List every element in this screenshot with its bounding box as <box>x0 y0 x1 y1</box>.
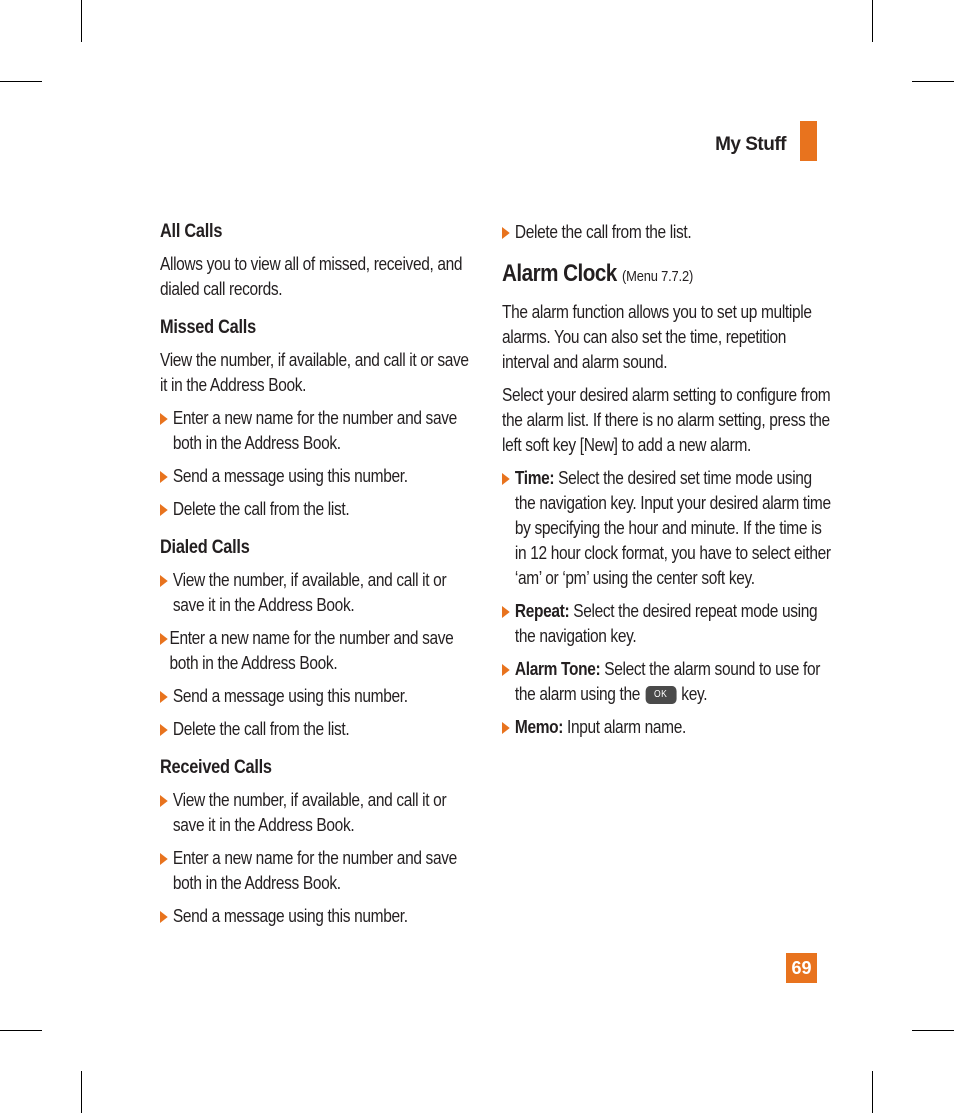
list-item: View the number, if available, and call it or save it in the Address Book. <box>160 568 479 618</box>
list-item: View the number, if available, and call it or save it in the Address Book. <box>160 788 479 838</box>
crop-mark <box>0 1030 42 1031</box>
section-header: My Stuff <box>715 134 786 155</box>
bullet-triangle-icon <box>160 724 168 736</box>
crop-mark <box>872 1071 873 1113</box>
bullet-triangle-icon <box>502 606 510 618</box>
page-number: 69 <box>786 953 817 983</box>
bullet-triangle-icon <box>160 795 168 807</box>
crop-mark <box>81 0 82 42</box>
crop-mark <box>0 81 42 82</box>
list-item: Memo: Input alarm name. <box>502 715 831 740</box>
bullet-triangle-icon <box>502 473 510 485</box>
list-item: Enter a new name for the number and save both in the Address Book. <box>160 406 479 456</box>
crop-mark <box>912 1030 954 1031</box>
all-calls-heading: All Calls <box>160 221 223 242</box>
right-column <box>502 220 832 740</box>
ok-key-icon: OK <box>645 686 676 704</box>
missed-calls-heading: Missed Calls <box>160 317 256 338</box>
bullet-triangle-icon <box>160 633 168 645</box>
received-calls-heading: Received Calls <box>160 757 272 778</box>
list-item: Enter a new name for the number and save both in the Address Book. <box>160 846 479 896</box>
bullet-triangle-icon <box>502 664 510 676</box>
list-item: Repeat: Select the desired repeat mode using the navigation key. <box>502 599 831 649</box>
left-column <box>160 220 480 929</box>
list-item: Send a message using this number. <box>160 684 479 709</box>
list-item: Send a message using this number. <box>160 464 479 489</box>
list-item: Time: Select the desired set time mode using the navigation key. Input your desired alarm time by specifying the hour and minute. If the time is in 12 hour clock format, you have to select either ‘am’ or ‘pm’ using the center soft key. <box>502 466 831 591</box>
crop-mark <box>872 0 873 42</box>
bullet-triangle-icon <box>160 504 168 516</box>
missed-calls-body: View the number, if available, and call it or save it in the Address Book. <box>160 350 469 395</box>
bullet-triangle-icon <box>502 722 510 734</box>
list-item: Enter a new name for the number and save both in the Address Book. <box>160 626 479 676</box>
dialed-calls-heading: Dialed Calls <box>160 537 250 558</box>
bullet-triangle-icon <box>160 575 168 587</box>
bullet-triangle-icon <box>502 227 510 239</box>
list-item: Send a message using this number. <box>160 904 479 929</box>
header-accent-bar <box>800 121 817 161</box>
bullet-triangle-icon <box>160 853 168 865</box>
list-item: Delete the call from the list. <box>502 220 831 245</box>
crop-mark <box>912 81 954 82</box>
bullet-triangle-icon <box>160 911 168 923</box>
alarm-intro: The alarm function allows you to set up multiple alarms. You can also set the time, repetition interval and alarm sound. <box>502 302 812 372</box>
menu-path: (Menu 7.7.2) <box>621 268 694 285</box>
bullet-triangle-icon <box>160 413 168 425</box>
all-calls-body: Allows you to view all of missed, received, and dialed call records. <box>160 254 463 299</box>
list-item: Alarm Tone: Select the alarm sound to use for the alarm using the OK key. <box>502 657 831 707</box>
alarm-instructions: Select your desired alarm setting to configure from the alarm list. If there is no alarm setting, press the left soft key [New] to add a new alarm. <box>502 385 831 455</box>
list-item: Delete the call from the list. <box>160 497 479 522</box>
crop-mark <box>81 1071 82 1113</box>
list-item: Delete the call from the list. <box>160 717 479 742</box>
alarm-clock-title: Alarm Clock (Menu 7.7.2) <box>502 260 694 287</box>
bullet-triangle-icon <box>160 691 168 703</box>
bullet-triangle-icon <box>160 471 168 483</box>
